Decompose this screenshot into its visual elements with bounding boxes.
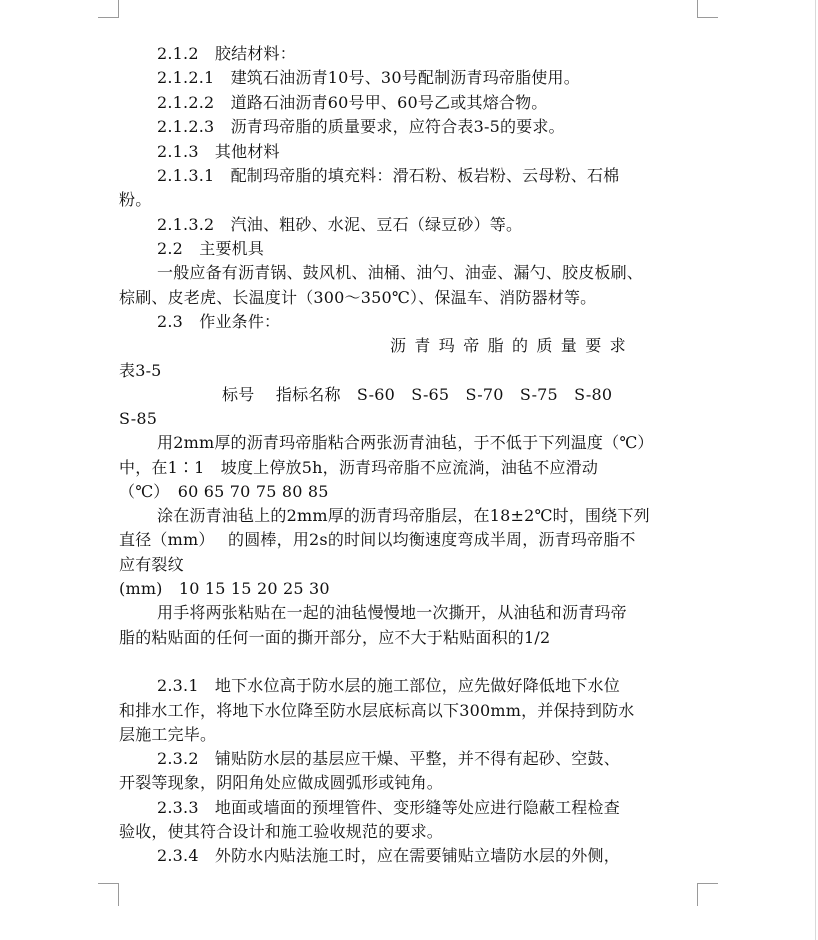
text-line: 2.1.2.2 道路石油沥青60号甲、60号乙或其熔合物。 [157,93,548,112]
text-line: 和排水工作，将地下水位降至防水层底标高以下300mm，并保持到防水 [119,701,635,720]
table-title: 沥青玛帝脂的质量要求 [390,336,635,355]
text-line: 2.1.2.1 建筑石油沥青10号、30号配制沥青玛帝脂使用。 [157,68,580,87]
table-header-row: S-85 [119,409,158,428]
text-line: 用手将两张粘贴在一起的油毡慢慢地一次撕开，从油毡和沥青玛帝 [157,603,627,622]
text-line: 2.3.4 外防水内贴法施工时，应在需要铺贴立墙防水层的外侧， [157,846,620,865]
text-line: 棕刷、皮老虎、长温度计（300～350℃）、保温车、消防器材等。 [119,288,597,307]
text-line: 验收，使其符合设计和施工验收规范的要求。 [119,822,444,841]
corner-crop-mark-top-left [98,0,119,18]
corner-crop-mark-top-right [697,0,718,18]
section-heading: 2.1.3 其他材料 [157,142,280,161]
text-line: 应有裂纹 [119,555,184,574]
text-line: 2.3.1 地下水位高于防水层的施工部位，应先做好降低地下水位 [157,676,620,695]
text-line: 开裂等现象，阴阳角处应做成圆弧形或钝角。 [119,773,444,792]
corner-crop-mark-bottom-right [697,883,718,906]
section-heading: 2.3 作业条件： [157,312,281,331]
text-line: 2.3.2 铺贴防水层的基层应干燥、平整，并不得有起砂、空鼓、 [157,749,620,768]
text-line: 粉。 [119,190,152,209]
section-heading: 2.2 主要机具 [157,239,265,258]
text-line: 一般应备有沥青锅、鼓风机、油桶、油勺、油壶、漏勺、胶皮板刷、 [157,263,644,282]
text-line: 2.1.3.1 配制玛帝脂的填充料：滑石粉、板岩粉、云母粉、石棉 [157,166,620,185]
table-header-row: 标号 指标名称 S-60 S-65 S-70 S-75 S-80 [222,385,613,404]
text-line: 脂的粘贴面的任何一面的撕开部分，应不大于粘贴面积的1/2 [119,628,551,647]
text-line: 中，在1∶1 坡度上停放5h，沥青玛帝脂不应流淌，油毡不应滑动 [119,458,599,477]
text-line: 2.1.2.3 沥青玛帝脂的质量要求，应符合表3-5的要求。 [157,117,565,136]
text-line: 用2mm厚的沥青玛帝脂粘合两张沥青油毡，于不低于下列温度（℃） [157,433,654,452]
text-line: 直径（mm） 的圆棒，用2s的时间以均衡速度弯成半周，沥青玛帝脂不 [119,530,636,549]
text-line: 层施工完毕。 [119,725,217,744]
text-line: 2.1.3.2 汽油、粗砂、水泥、豆石（绿豆砂）等。 [157,215,523,234]
table-values-row: (mm) 10 15 15 20 25 30 [119,579,330,598]
table-number: 表3-5 [119,361,162,380]
section-heading: 2.1.2 胶结材料： [157,44,296,63]
page-edge [815,0,816,940]
table-values-row: （℃） 60 65 70 75 80 85 [119,482,329,501]
text-line: 涂在沥青油毡上的2mm厚的沥青玛帝脂层，在18±2℃时，围绕下列 [157,506,650,525]
corner-crop-mark-bottom-left [98,883,119,906]
text-line: 2.3.3 地面或墙面的预埋管件、变形缝等处应进行隐蔽工程检查 [157,798,620,817]
